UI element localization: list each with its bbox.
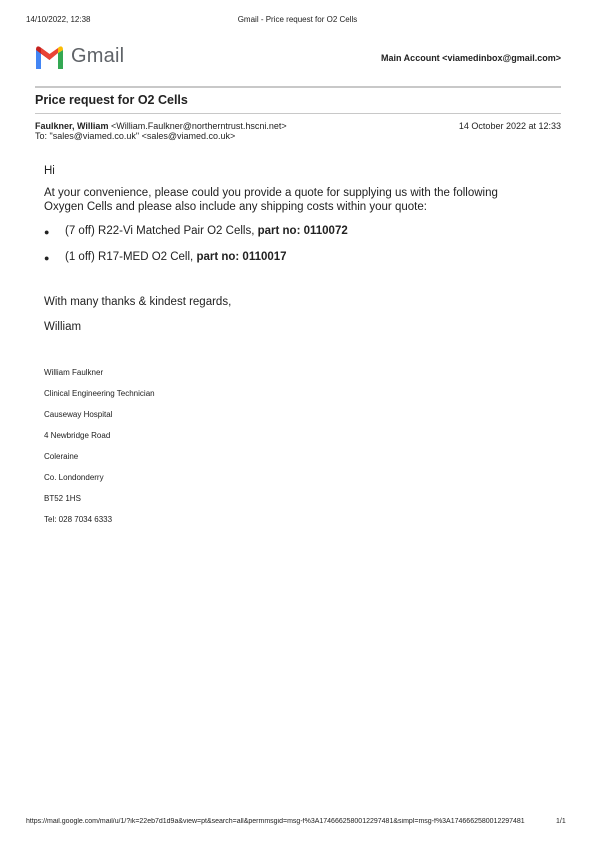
header-divider bbox=[35, 86, 561, 88]
bullet-icon: ● bbox=[44, 227, 50, 237]
greeting: Hi bbox=[44, 165, 55, 177]
page-number: 1/1 bbox=[556, 818, 566, 825]
closing: With many thanks & kindest regards, bbox=[44, 296, 232, 308]
print-title: Gmail - Price request for O2 Cells bbox=[237, 15, 358, 24]
signature-line: Clinical Engineering Technician bbox=[44, 389, 155, 398]
list-item-text: (1 off) R17-MED O2 Cell, bbox=[65, 251, 197, 263]
signature-line: Causeway Hospital bbox=[44, 410, 113, 419]
signature-line: William Faulkner bbox=[44, 368, 104, 377]
sender-name: Faulkner, William bbox=[35, 121, 109, 131]
signature-line: Coleraine bbox=[44, 452, 79, 461]
body-paragraph-line-1: At your convenience, please could you provide a quote for supplying us with the following bbox=[44, 187, 498, 199]
part-number: part no: 0110017 bbox=[196, 251, 287, 263]
signature-line: Tel: 028 7034 6333 bbox=[44, 515, 113, 524]
list-item bbox=[65, 225, 348, 237]
sender-email: <William.Faulkner@northerntrust.hscni.net> bbox=[110, 121, 287, 131]
sign-off-name: William bbox=[44, 321, 82, 333]
list-item bbox=[65, 251, 287, 263]
part-number: part no: 0110072 bbox=[257, 225, 348, 237]
body-paragraph-line-2: Oxygen Cells and please also include any shipping costs within your quote: bbox=[44, 201, 427, 213]
gmail-logo-text: Gmail bbox=[71, 45, 125, 67]
bullet-icon: ● bbox=[44, 253, 50, 263]
list-item-text: (7 off) R22-Vi Matched Pair O2 Cells, bbox=[65, 225, 258, 237]
signature-line: 4 Newbridge Road bbox=[44, 431, 111, 440]
recipient-line: To: "sales@viamed.co.uk" <sales@viamed.co.uk> bbox=[35, 131, 236, 141]
subject-divider bbox=[35, 113, 561, 114]
gmail-logo-icon bbox=[34, 45, 65, 69]
message-date: 14 October 2022 at 12:33 bbox=[458, 121, 561, 131]
signature-line: Co. Londonderry bbox=[44, 473, 104, 482]
print-date: 14/10/2022, 12:38 bbox=[26, 15, 91, 24]
signature-line: BT52 1HS bbox=[44, 494, 81, 503]
account-label: Main Account <viamedinbox@gmail.com> bbox=[381, 53, 561, 63]
page-url[interactable]: https://mail.google.com/mail/u/1/?ik=22eb7d1d9a&view=pt&search=all&permmsgid=msg-f%3A1746662580012297481&simpl=msg-f%3A1746662580012297481 bbox=[26, 818, 525, 825]
email-subject: Price request for O2 Cells bbox=[35, 93, 188, 107]
sender-line bbox=[35, 121, 287, 131]
